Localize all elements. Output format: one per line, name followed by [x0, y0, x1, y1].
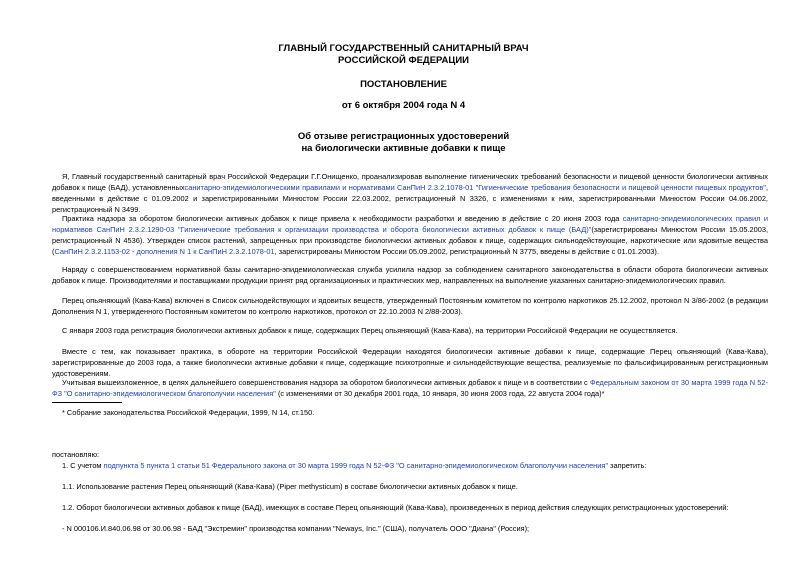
paragraph-2-text-b: (зарегистрированы Минюстом России 15.05.2003, регистрационный N 4536). Утвержден список растений, запрещенных при производстве биологически активных добавок к пище, содержащих сильнодействующие, наркотические или ядовитые вещества ( — [52, 225, 768, 256]
paragraph-7 — [52, 377, 768, 399]
paragraph-1-text-a: Я, Главный государственный санитарный врач Российской Федерации Г.Г.Онищенко, проанализировав выполнение гигиенических требований безопасности и пищевой ценности биологически активных добавок к пище (БАД), установленных — [52, 172, 768, 192]
paragraph-7-text-b: (с изменениями от 30 декабря 2001 года, 10 января, 30 июня 2003 года, 22 августа 2004 года)* — [275, 389, 605, 398]
article-51-link[interactable]: подпункта 5 пункта 1 статьи 51 Федерального закона от 30 марта 1999 года N 52-ФЗ "О санитарно-эпидемиологическом благополучии населения" — [103, 461, 609, 470]
paragraph-5: С января 2003 года регистрация биологически активных добавок к пище, содержащих Перец опьяняющий (Кава-Кава), на территории Российской Федерации не осуществляется. — [62, 326, 678, 335]
document-title-line-1: Об отзыве регистрационных удостоверений — [297, 131, 510, 142]
paragraph-1-text-b: , введенными в действие с 01.09.2002 и зарегистрированными Минюстом России 22.03.2002, регистрационный N 3326, с изменениями к ним, зарегистрированными Минюстом России 04.06.2002, регистрационный N 3499. — [52, 183, 768, 214]
paragraph-6: Вместе с тем, как показывает практика, в обороте на территории Российской Федерации находятся биологически активные добавки к пище, содержащие Перец опьяняющий (Кава-Кава), зарегистрированные до 2003 года, а также биологически активные добавки к пище, содержащие психотропные и сильнодействующие вещества, реализуемые по фальсифицированным регистрационным удостоверениям. — [52, 347, 768, 378]
item-1-1: 1.1. Использование растения Перец опьяняющий (Кава-Кава) (Piper methysticum) в составе биологически активных добавок к пище. — [62, 482, 518, 491]
footnote-divider — [52, 402, 122, 403]
paragraph-2-text-a: Практика надзора за оборотом биологически активных добавок к пище привела к необходимости разработки и введению в действие с 20 июня 2003 года — [62, 214, 623, 223]
document-type: ПОСТАНОВЛЕНИЕ — [360, 79, 447, 90]
item-certificate: - N 000106.И.840.06.98 от 30.06.98 - БАД "Экстремин" производства компании "Neways, Inc." (США), получатель ООО "Диана" (Россия); — [62, 524, 530, 533]
sanpin-1153-link[interactable]: СанПиН 2.3.2.1153-02 - дополнения N 1 к СанПиН 2.3.2.1078-01 — [54, 247, 275, 256]
paragraph-4: Перец опьяняющий (Кава-Кава) включен в Список сильнодействующих и ядовитых веществ, утвержденный Постоянным комитетом по контролю наркотиков 25.12.2002, протокол N 3/86-2002 (в редакции Дополнения N 1, утвержденного Постоянным комитетом по контролю наркотиков, протокол от 22.10.2003 N 2/88-2003). — [52, 296, 768, 316]
item-1 — [52, 460, 768, 471]
authority-line-2: РОССИЙСКОЙ ФЕДЕРАЦИИ — [337, 55, 469, 66]
footnote: * Собрание законодательства Российской Федерации, 1999, N 14, ст.150. — [62, 408, 315, 417]
item-1-text-b: запретить: — [608, 461, 647, 470]
resolve-word: постановляю: — [52, 450, 100, 459]
item-1-text-a: 1. С учетом — [62, 461, 104, 470]
sanpin-1078-link[interactable]: санитарно-эпидемиологическими правилами и нормативами СанПиН 2.3.2.1078-01 "Гигиенические требования безопасности и пищевой ценности пищевых продуктов" — [184, 183, 766, 192]
authority-line-1: ГЛАВНЫЙ ГОСУДАРСТВЕННЫЙ САНИТАРНЫЙ ВРАЧ — [278, 43, 529, 54]
paragraph-3: Наряду с совершенствованием нормативной базы санитарно-эпидемиологическая служба усилила надзор за соблюдением санитарного законодательства в области оборота биологически активных добавок к пище. Производителями и поставщиками продукции принят ряд организационных и практических мер, направленных на выполнение указанных санитарно-эпидемиологических правил. — [52, 265, 768, 285]
federal-law-52fz-link[interactable]: Федеральным законом от 30 марта 1999 года N 52-ФЗ "О санитарно-эпидемиологическом благополучии населения" — [52, 378, 768, 398]
document-title-line-2: на биологически активные добавки к пище — [301, 143, 506, 154]
sanpin-1290-link[interactable]: санитарно-эпидемиологических правил и нормативов СанПиН 2.3.2.1290-03 "Гигиенические требования к организации производства и оборота биологически активных добавок к пище (БАД)" — [52, 214, 768, 234]
paragraph-2 — [52, 213, 768, 257]
paragraph-2-text-c: , зарегистрированы Минюстом России 05.09.2002, регистрационный N 3775, введены в действие с 01.01.2003). — [274, 247, 659, 256]
paragraph-1 — [52, 171, 768, 215]
document-date-number: от 6 октября 2004 года N 4 — [341, 100, 466, 111]
paragraph-7-text-a: Учитывая вышеизложенное, в целях дальнейшего совершенствования надзора за оборотом биологически активных добавок к пище и в соответствии с — [62, 378, 590, 387]
item-1-2: 1.2. Оборот биологически активных добавок к пище (БАД), имеющих в составе Перец опьяняющий (Кава-Кава), произведенных в период действия следующих регистрационных удостоверений: — [62, 503, 729, 512]
